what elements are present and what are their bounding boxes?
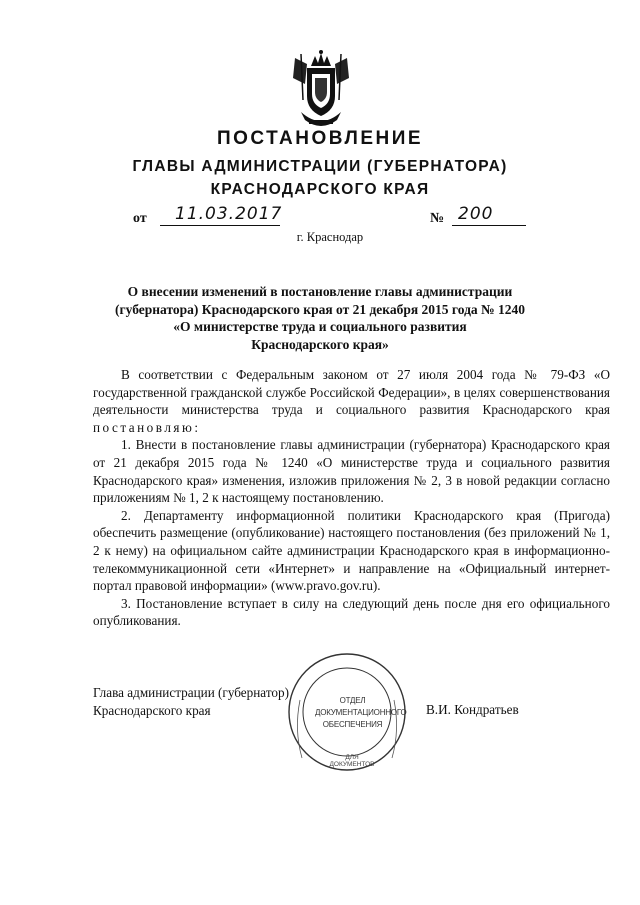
clause-2: 2. Департаменту информационной политики Краснодарского края (Пригода) обеспечить размещение (опубликование) настоящего постановления (без приложений № 1, 2 к нему) на официальном сайте администрации Краснодарского края в информационно-телекоммуникационной сети «Интернет» и направление на «Официальный интернет-портал правовой информации» (www.pravo.gov.ru). (93, 507, 610, 594)
stamp-center-line: ОБЕСПЕЧЕНИЯ (322, 720, 383, 729)
intro-text: В соответствии с Федеральным законом от 27 июля 2004 года № 79-ФЗ «О государственной гражданской службе Российской Федерации», в целях совершенствования деятельности министерства труда и социального развития Краснодарского края (93, 367, 610, 418)
doc-type-heading: ПОСТАНОВЛЕНИЕ (216, 128, 424, 149)
document-title-line: «О министерстве труда и социального развития (173, 319, 467, 334)
signatory-name: В.И. Кондратьев (426, 702, 519, 717)
number-value: 200 (458, 204, 494, 224)
document-title-line: (губернатора) Краснодарского края от 21 декабря 2015 года № 1240 (115, 301, 525, 317)
date-label: от (133, 211, 147, 226)
document-body (93, 366, 610, 630)
clause-1: 1. Внести в постановление главы администрации (губернатора) Краснодарского края от 21 декабря 2015 года № 1240 «О министерстве труда и социального развития Краснодарского края» изменения, изложив приложения № 2, 3 в новой редакции согласно приложениям № 1, 2 к настоящему постановлению. (93, 437, 610, 506)
signatory-position-line: Глава администрации (губернатор) (93, 685, 289, 700)
date-value: 11.03.2017 (175, 204, 283, 224)
city-label: г. Краснодар (296, 230, 364, 244)
coat-of-arms-emblem (285, 50, 357, 132)
intro-paragraph (93, 366, 610, 436)
stamp-center-line: ДОКУМЕНТАЦИОННОГО (315, 708, 407, 717)
signatory-position (93, 684, 289, 720)
date-underline (160, 225, 280, 226)
signatory-position-line: Краснодарского края (93, 703, 211, 718)
stamp-bottom-text: ДЛЯ ДОКУМЕНТОВ (329, 754, 375, 768)
clause-3: 3. Постановление вступает в силу на следующий день после дня его официального опубликования. (93, 595, 610, 629)
document-title-line: О внесении изменений в постановление главы администрации (127, 284, 513, 299)
document-title (100, 283, 540, 353)
number-underline (452, 225, 526, 226)
document-title-line: Краснодарского края» (251, 336, 389, 352)
decree-word: постановляю: (93, 419, 201, 435)
stamp-center-text (315, 695, 407, 731)
issuer-heading-line2: КРАСНОДАРСКОГО КРАЯ (210, 181, 430, 198)
stamp-center-line: ОТДЕЛ (339, 696, 366, 705)
issuer-heading-line1: ГЛАВЫ АДМИНИСТРАЦИИ (ГУБЕРНАТОРА) (132, 158, 508, 175)
number-label: № (430, 211, 445, 226)
